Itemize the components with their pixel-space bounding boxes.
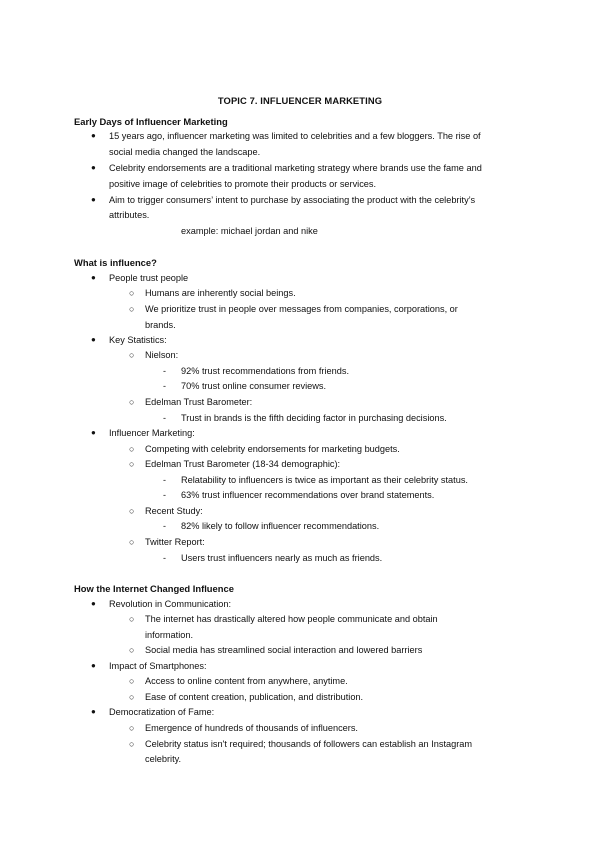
list-item: Nielson:	[145, 350, 179, 360]
bullet-level2-marker: ○	[129, 614, 135, 624]
bullet-level3-marker: -	[163, 475, 166, 485]
section-heading-internet-changed-influence: How the Internet Changed Influence	[74, 583, 234, 594]
section-heading-what-is-influence: What is influence?	[74, 257, 157, 268]
list-item: Humans are inherently social beings.	[145, 288, 296, 298]
list-item: Emergence of hundreds of thousands of influencers.	[145, 723, 358, 733]
bullet-level3-marker: -	[163, 413, 166, 423]
list-item: 92% trust recommendations from friends.	[181, 366, 349, 376]
paragraph-line: Aim to trigger consumers’ intent to purchase by associating the product with the celebrity’s	[109, 195, 476, 205]
bullet-level2-marker: ○	[129, 288, 135, 298]
bullet-level3-marker: -	[163, 521, 166, 531]
list-item: celebrity.	[145, 754, 182, 764]
list-item: Recent Study:	[145, 506, 203, 516]
list-item: We prioritize trust in people over messages from companies, corporations, or	[145, 304, 458, 314]
bullet-level1-marker: ●	[91, 131, 96, 140]
bullet-level1-marker: ●	[91, 195, 96, 204]
bullet-level2-marker: ○	[129, 350, 135, 360]
list-item: 70% trust online consumer reviews.	[181, 381, 327, 391]
paragraph-line: social media changed the landscape.	[109, 147, 261, 157]
list-item: Competing with celebrity endorsements for marketing budgets.	[145, 444, 400, 454]
list-item: 82% likely to follow influencer recommendations.	[181, 521, 380, 531]
list-item: Edelman Trust Barometer (18-34 demographic):	[145, 459, 341, 469]
list-item: Users trust influencers nearly as much as friends.	[181, 553, 383, 563]
bullet-level3-marker: -	[163, 553, 166, 563]
paragraph-line: attributes.	[109, 210, 150, 220]
list-item: The internet has drastically altered how people communicate and obtain	[145, 614, 438, 624]
bullet-level3-marker: -	[163, 490, 166, 500]
bullet-level1-marker: ●	[91, 599, 96, 608]
list-item: Ease of content creation, publication, and distribution.	[145, 692, 364, 702]
list-item: Access to online content from anywhere, anytime.	[145, 676, 348, 686]
list-item: Trust in brands is the fifth deciding factor in purchasing decisions.	[181, 413, 447, 423]
example-note: example: michael jordan and nike	[181, 226, 318, 236]
list-item: Twitter Report:	[145, 537, 205, 547]
bullet-level1-marker: ●	[91, 335, 96, 344]
list-item: information.	[145, 630, 194, 640]
bullet-level2-marker: ○	[129, 676, 135, 686]
list-item: People trust people	[109, 273, 189, 283]
list-item: Key Statistics:	[109, 335, 167, 345]
bullet-level1-marker: ●	[91, 661, 96, 670]
list-item: Relatability to influencers is twice as important as their celebrity status.	[181, 475, 468, 485]
list-item: Social media has streamlined social interaction and lowered barriers	[145, 645, 423, 655]
bullet-level2-marker: ○	[129, 304, 135, 314]
bullet-level3-marker: -	[163, 366, 166, 376]
bullet-level2-marker: ○	[129, 537, 135, 547]
bullet-level2-marker: ○	[129, 692, 135, 702]
paragraph-line: Celebrity endorsements are a traditional marketing strategy where brands use the fame and	[109, 163, 482, 173]
paragraph-line: 15 years ago, influencer marketing was limited to celebrities and a few bloggers. The rise of	[109, 131, 481, 141]
list-item: Revolution in Communication:	[109, 599, 232, 609]
bullet-level2-marker: ○	[129, 723, 135, 733]
bullet-level2-marker: ○	[129, 506, 135, 516]
bullet-level2-marker: ○	[129, 739, 135, 749]
bullet-level1-marker: ●	[91, 163, 96, 172]
bullet-level2-marker: ○	[129, 444, 135, 454]
bullet-level2-marker: ○	[129, 459, 135, 469]
list-item: Influencer Marketing:	[109, 428, 195, 438]
bullet-level1-marker: ●	[91, 428, 96, 437]
list-item: Celebrity status isn't required; thousands of followers can establish an Instagram	[145, 739, 473, 749]
list-item: Democratization of Fame:	[109, 707, 215, 717]
list-item: Edelman Trust Barometer:	[145, 397, 253, 407]
list-item: brands.	[145, 320, 176, 330]
list-item: Impact of Smartphones:	[109, 661, 207, 671]
document-title: TOPIC 7. INFLUENCER MARKETING	[217, 95, 383, 106]
paragraph-line: positive image of celebrities to promote their products or services.	[109, 179, 377, 189]
bullet-level3-marker: -	[163, 381, 166, 391]
bullet-level1-marker: ●	[91, 707, 96, 716]
section-heading-early-days: Early Days of Influencer Marketing	[74, 116, 228, 127]
bullet-level2-marker: ○	[129, 645, 135, 655]
list-item: 63% trust influencer recommendations over brand statements.	[181, 490, 435, 500]
bullet-level2-marker: ○	[129, 397, 135, 407]
bullet-level1-marker: ●	[91, 273, 96, 282]
